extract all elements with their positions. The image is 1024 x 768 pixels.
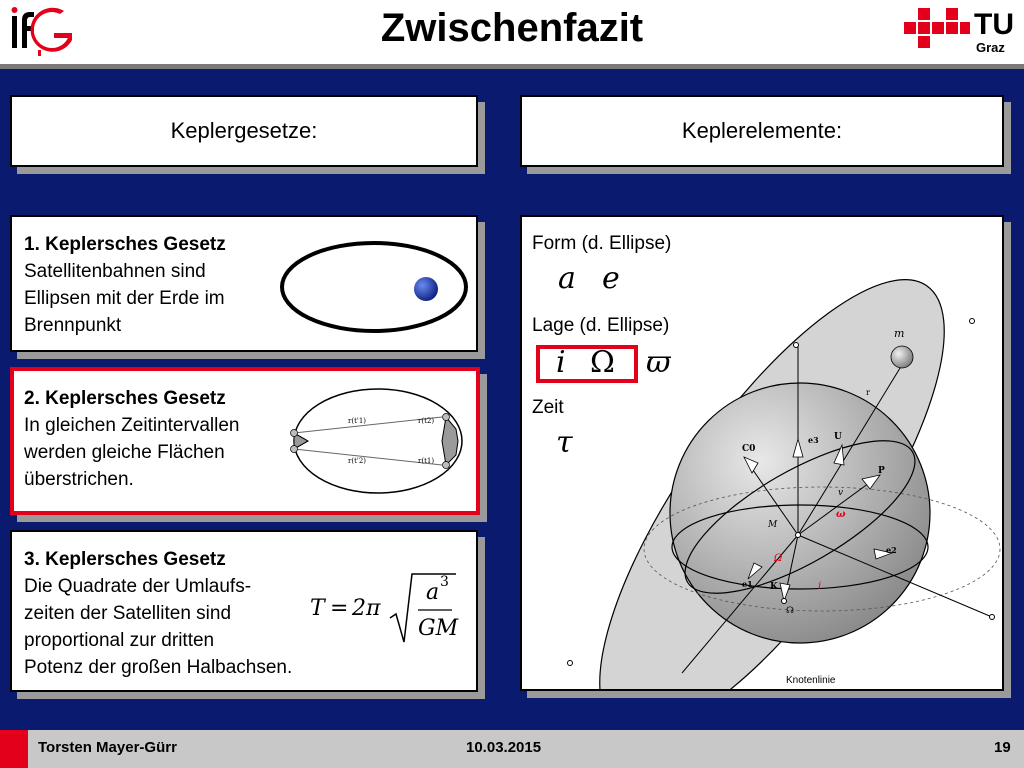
law-1-line: Ellipsen mit der Erde im bbox=[24, 288, 225, 309]
graz-logo-text: Graz bbox=[976, 40, 1005, 55]
law-3-line: Die Quadrate der Umlaufs- bbox=[24, 576, 252, 597]
fig-label-v: v bbox=[838, 488, 844, 498]
satellite-icon bbox=[891, 346, 913, 368]
keplergesetze-heading-box bbox=[10, 95, 478, 167]
zeit-symbol-tau: τ bbox=[556, 425, 573, 460]
law-3-title: 3. Keplersches Gesetz bbox=[24, 549, 226, 570]
lage-symbol-Omega: Ω bbox=[590, 345, 615, 380]
footer-page-number: 19 bbox=[994, 739, 1011, 756]
form-symbol-a: a bbox=[558, 261, 576, 296]
law-3-text bbox=[24, 546, 292, 681]
fig-label-P: P bbox=[878, 466, 885, 476]
earth-sphere bbox=[670, 383, 930, 643]
fig-label-U: U bbox=[834, 432, 842, 442]
law-1-line: Satellitenbahnen sind bbox=[24, 261, 206, 282]
fig-label-K: K bbox=[770, 582, 778, 592]
fig-label-i: i bbox=[818, 581, 822, 592]
kepler-third-law-formula bbox=[310, 570, 470, 650]
law-2-line: In gleichen Zeitintervallen bbox=[24, 415, 240, 436]
fig-label-knotenlinie: Knotenlinie bbox=[786, 675, 836, 686]
law-1-title: 1. Keplersches Gesetz bbox=[24, 234, 226, 255]
fig-label-omega-small: ω bbox=[836, 509, 846, 520]
fig-label-r-t2-prime: r(t'2) bbox=[348, 457, 366, 465]
equal-areas-figure bbox=[290, 383, 466, 499]
tu-logo-text: TU bbox=[974, 8, 1014, 41]
orbital-elements-figure bbox=[522, 217, 1002, 689]
fig-label-C0: C0 bbox=[742, 444, 756, 454]
zeit-label: Zeit bbox=[532, 397, 564, 418]
formula-coef: 2π bbox=[352, 596, 381, 621]
formula-lhs: T bbox=[310, 596, 325, 621]
fig-label-e2: e2 bbox=[886, 545, 897, 555]
header-rule bbox=[0, 64, 1024, 69]
law-3-line: zeiten der Satelliten sind bbox=[24, 603, 232, 624]
law-1-box bbox=[10, 215, 478, 352]
fig-label-r-t1-prime: r(t'1) bbox=[348, 417, 366, 425]
formula-eq: = bbox=[330, 596, 349, 621]
earth-icon bbox=[414, 277, 438, 301]
formula-den: GM bbox=[418, 616, 459, 641]
fig-label-e1: e1 bbox=[742, 579, 753, 589]
fig-label-r-t1: r(t1) bbox=[418, 457, 435, 465]
law-2-line: werden gleiche Flächen bbox=[24, 442, 225, 463]
fig-label-M: M bbox=[768, 520, 778, 530]
lage-symbol-i: i bbox=[556, 345, 566, 380]
keplerelemente-heading-box bbox=[520, 95, 1004, 167]
footer bbox=[0, 730, 1024, 768]
keplerelemente-box bbox=[520, 215, 1004, 691]
fig-label-r: r bbox=[866, 388, 870, 397]
lage-symbol-varpi: ϖ bbox=[646, 345, 671, 380]
header bbox=[0, 0, 1024, 64]
keplergesetze-heading: Keplergesetze: bbox=[170, 118, 318, 143]
law-2-line: überstrichen. bbox=[24, 469, 134, 490]
formula-num-base: a bbox=[426, 580, 440, 605]
lage-highlight-box bbox=[536, 345, 638, 383]
keplerelemente-heading: Keplerelemente: bbox=[681, 118, 843, 143]
footer-author: Torsten Mayer-Gürr bbox=[38, 739, 177, 756]
law-3-box bbox=[10, 530, 478, 692]
form-symbol-e: e bbox=[602, 261, 620, 296]
orbit-ellipse-figure bbox=[274, 223, 474, 343]
tu-graz-logo bbox=[904, 6, 1020, 58]
fig-label-e3: e3 bbox=[808, 435, 819, 445]
footer-date: 10.03.2015 bbox=[466, 739, 542, 756]
form-label: Form (d. Ellipse) bbox=[532, 233, 672, 254]
fig-label-Omega: Ω bbox=[774, 553, 783, 564]
law-2-box bbox=[10, 367, 480, 515]
formula-num-exp: 3 bbox=[440, 574, 449, 590]
fig-label-node: ☊ bbox=[786, 606, 794, 616]
law-3-line: Potenz der großen Halbachsen. bbox=[24, 657, 293, 678]
law-2-title: 2. Keplersches Gesetz bbox=[24, 388, 226, 409]
law-1-line: Brennpunkt bbox=[24, 315, 122, 336]
orbit-ellipse bbox=[282, 243, 466, 331]
fig-label-m: m bbox=[894, 327, 905, 340]
law-1-text bbox=[24, 231, 226, 339]
fig-label-r-t2: r(t2) bbox=[418, 417, 435, 425]
lage-label: Lage (d. Ellipse) bbox=[532, 315, 670, 336]
page-title: Zwischenfazit bbox=[380, 6, 644, 50]
footer-accent bbox=[0, 730, 28, 768]
law-2-text bbox=[24, 385, 239, 493]
law-3-line: proportional zur dritten bbox=[24, 630, 215, 651]
